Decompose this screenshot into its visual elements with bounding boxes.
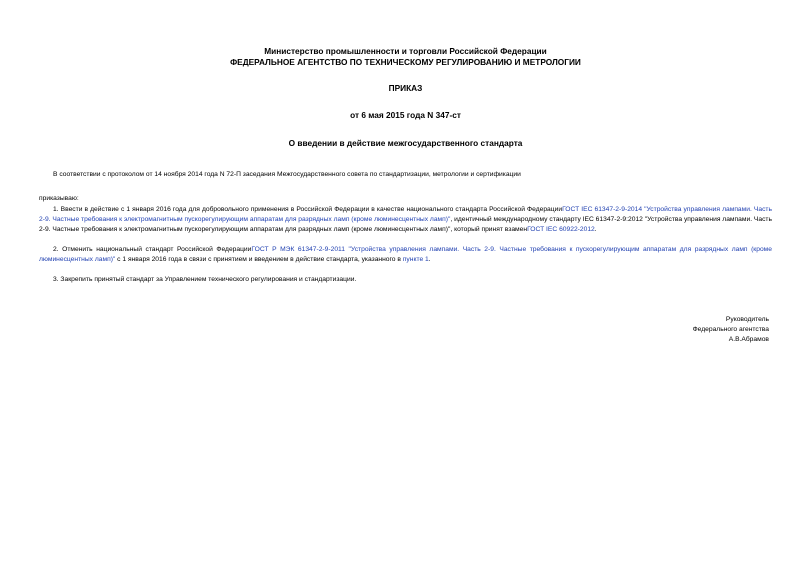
agency-name: ФЕДЕРАЛЬНОЕ АГЕНТСТВО ПО ТЕХНИЧЕСКОМУ РЕГУЛИРОВАНИЮ И МЕТРОЛОГИИ xyxy=(230,56,581,67)
document-subject: О введении в действие межгосударственного стандарта xyxy=(288,138,523,148)
item-2-text-c: . xyxy=(428,255,431,263)
ministry-name: Министерство промышленности и торговли Российской Федерации xyxy=(264,46,547,56)
signature-name: А.В.Абрамов xyxy=(728,335,769,343)
signature-position: Руководитель xyxy=(725,316,769,323)
signature-organization: Федерального агентства xyxy=(692,325,769,333)
item-1-reference-link[interactable]: пункте 1 xyxy=(402,255,429,263)
gost-iec-61347-2-9-2014-link[interactable]: ГОСТ IEC 61347-2-9-2014 "Устройства управления лампами. Часть 2-9. Частные требования к электромагнитным пускорегулирующим аппаратам для разрядных ламп (кроме люминесцентных ламп)" xyxy=(39,206,772,224)
gost-r-mek-61347-2-9-2011-link[interactable]: ГОСТ Р МЭК 61347-2-9-2011 "Устройства управления лампами. Часть 2-9. Частные требования к пускорегулирующим аппаратам для разрядных ламп (кроме люминесцентных ламп)" xyxy=(39,246,772,263)
item-2-text-b: с 1 января 2016 года в связи с принятием и введением в действие стандарта, указанного в xyxy=(115,255,403,263)
decree-word: приказываю: xyxy=(39,195,79,203)
document-date-number: от 6 мая 2015 года N 347-ст xyxy=(350,109,461,120)
gost-iec-60922-2012-link[interactable]: ГОСТ IEC 60922-2012 xyxy=(527,226,595,234)
signature-block xyxy=(693,315,769,345)
item-1-paragraph xyxy=(39,205,772,235)
item-3-paragraph: 3. Закрепить принятый стандарт за Управлением технического регулирования и стандартизации. xyxy=(53,275,357,283)
item-1-text-b: , идентичный международному стандарту IEC 61347-2-9:2012 "Устройства управления лампами. Часть 2-9. Частные требования к электромагнитным пускорегулирующим аппаратам для разрядных ламп (кроме люминесцентных ламп)", который принят взамен xyxy=(39,216,772,234)
item-2-paragraph xyxy=(39,245,772,265)
item-2-text-a: 2. Отменить национальный стандарт Российской Федерации xyxy=(53,246,252,254)
preamble-paragraph: В соответствии с протоколом от 14 ноября 2014 года N 72-П заседания Межгосударственного совета по стандартизации, метрологии и сертификации xyxy=(53,170,521,178)
document-type: ПРИКАЗ xyxy=(388,83,423,93)
item-1-text-c: . xyxy=(594,226,597,234)
item-1-text-a: 1. Ввести в действие с 1 января 2016 года для добровольного применения в Российской Федерации в качестве национального стандарта Российской Федерации xyxy=(53,206,563,214)
